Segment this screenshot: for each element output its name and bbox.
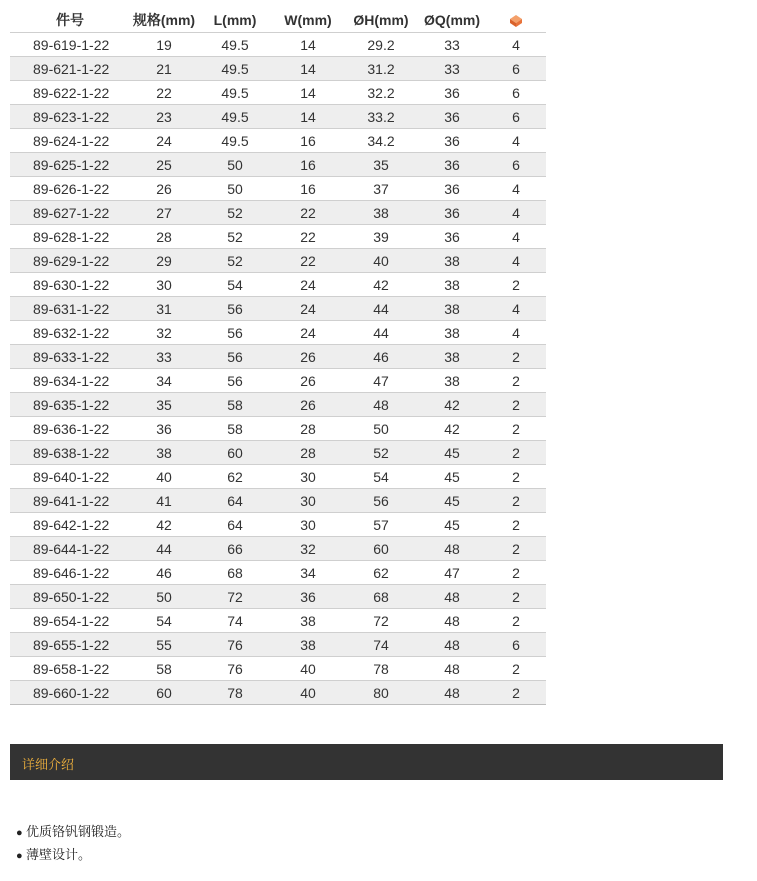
cell-width: 16 [272,153,344,177]
cell-part-no: 89-636-1-22 [10,417,130,441]
cell-width: 38 [272,633,344,657]
cell-diameter-q: 36 [418,177,486,201]
cell-part-no: 89-626-1-22 [10,177,130,201]
cell-size: 30 [130,273,198,297]
cell-diameter-h: 33.2 [344,105,418,129]
table-row [10,537,546,561]
cell-size: 28 [130,225,198,249]
cell-pack-qty: 2 [486,609,546,633]
bullet-icon: ● [16,850,23,862]
cell-pack-qty: 2 [486,417,546,441]
cell-diameter-h: 40 [344,249,418,273]
cell-length: 56 [198,345,272,369]
cell-length: 76 [198,657,272,681]
header-part-no: 件号 [10,8,130,33]
cell-width: 26 [272,345,344,369]
cell-length: 58 [198,393,272,417]
cell-width: 24 [272,297,344,321]
table-row [10,105,546,129]
bullet-icon: ● [16,827,23,839]
cell-diameter-q: 48 [418,633,486,657]
table-row [10,441,546,465]
cell-part-no: 89-658-1-22 [10,657,130,681]
cell-width: 16 [272,129,344,153]
table-row [10,249,546,273]
cell-part-no: 89-621-1-22 [10,57,130,81]
cell-diameter-h: 50 [344,417,418,441]
cell-diameter-h: 32.2 [344,81,418,105]
cell-part-no: 89-655-1-22 [10,633,130,657]
cell-width: 14 [272,105,344,129]
table-row [10,201,546,225]
table-row [10,489,546,513]
cell-size: 26 [130,177,198,201]
cell-width: 14 [272,57,344,81]
cell-diameter-q: 45 [418,441,486,465]
cell-length: 49.5 [198,105,272,129]
cell-pack-qty: 4 [486,321,546,345]
table-row [10,585,546,609]
cell-width: 26 [272,369,344,393]
cell-diameter-h: 56 [344,489,418,513]
details-section-bar [10,744,723,780]
cell-size: 32 [130,321,198,345]
feature-text: 优质铬钒钢锻造。 [26,824,131,839]
cell-pack-qty: 6 [486,57,546,81]
cell-diameter-q: 38 [418,321,486,345]
cell-diameter-q: 36 [418,201,486,225]
cell-diameter-h: 29.2 [344,33,418,57]
feature-item [16,820,130,843]
cell-size: 50 [130,585,198,609]
cell-size: 19 [130,33,198,57]
cell-diameter-q: 38 [418,369,486,393]
cell-pack-qty: 2 [486,489,546,513]
cell-diameter-h: 68 [344,585,418,609]
cell-width: 14 [272,33,344,57]
cell-part-no: 89-660-1-22 [10,681,130,705]
cell-pack-qty: 4 [486,177,546,201]
cell-length: 74 [198,609,272,633]
cell-length: 68 [198,561,272,585]
header-size: 规格(mm) [130,8,198,33]
feature-list [16,820,130,866]
cell-pack-qty: 4 [486,33,546,57]
cell-diameter-q: 36 [418,105,486,129]
spec-table [10,8,546,705]
cell-size: 22 [130,81,198,105]
table-row [10,561,546,585]
cell-length: 64 [198,489,272,513]
cell-part-no: 89-640-1-22 [10,465,130,489]
cell-part-no: 89-629-1-22 [10,249,130,273]
cell-width: 16 [272,177,344,201]
cell-size: 41 [130,489,198,513]
table-row [10,33,546,57]
cell-length: 52 [198,249,272,273]
table-row [10,57,546,81]
cell-length: 72 [198,585,272,609]
cell-diameter-h: 42 [344,273,418,297]
table-row [10,369,546,393]
cell-width: 40 [272,657,344,681]
cell-diameter-h: 44 [344,297,418,321]
cell-size: 58 [130,657,198,681]
cell-part-no: 89-628-1-22 [10,225,130,249]
header-width: W(mm) [272,8,344,33]
cell-part-no: 89-641-1-22 [10,489,130,513]
cell-length: 49.5 [198,57,272,81]
cell-part-no: 89-654-1-22 [10,609,130,633]
cell-length: 52 [198,225,272,249]
table-row [10,225,546,249]
cell-width: 30 [272,465,344,489]
cell-pack-qty: 2 [486,657,546,681]
cell-part-no: 89-627-1-22 [10,201,130,225]
cell-part-no: 89-638-1-22 [10,441,130,465]
cell-pack-qty: 6 [486,633,546,657]
cell-diameter-q: 36 [418,129,486,153]
cell-size: 38 [130,441,198,465]
cell-length: 49.5 [198,33,272,57]
cell-diameter-h: 35 [344,153,418,177]
table-row [10,417,546,441]
cell-diameter-q: 45 [418,513,486,537]
cell-diameter-q: 48 [418,609,486,633]
cell-width: 38 [272,609,344,633]
cell-width: 30 [272,513,344,537]
feature-item [16,843,130,866]
cell-size: 54 [130,609,198,633]
package-box-icon [509,14,523,28]
table-row [10,657,546,681]
cell-width: 32 [272,537,344,561]
cell-pack-qty: 2 [486,465,546,489]
cell-pack-qty: 2 [486,537,546,561]
cell-part-no: 89-622-1-22 [10,81,130,105]
cell-length: 56 [198,297,272,321]
cell-length: 50 [198,153,272,177]
cell-width: 22 [272,225,344,249]
feature-text: 薄壁设计。 [26,847,92,862]
table-row [10,513,546,537]
cell-part-no: 89-619-1-22 [10,33,130,57]
cell-diameter-h: 37 [344,177,418,201]
cell-diameter-h: 72 [344,609,418,633]
header-diameter-q: ØQ(mm) [418,8,486,33]
cell-part-no: 89-650-1-22 [10,585,130,609]
cell-pack-qty: 6 [486,81,546,105]
cell-diameter-h: 60 [344,537,418,561]
cell-part-no: 89-632-1-22 [10,321,130,345]
cell-size: 29 [130,249,198,273]
cell-diameter-h: 62 [344,561,418,585]
cell-pack-qty: 2 [486,585,546,609]
table-header-row [10,8,546,33]
cell-width: 24 [272,273,344,297]
cell-pack-qty: 4 [486,129,546,153]
table-row [10,177,546,201]
cell-diameter-h: 44 [344,321,418,345]
cell-size: 46 [130,561,198,585]
cell-size: 35 [130,393,198,417]
cell-length: 56 [198,369,272,393]
cell-size: 55 [130,633,198,657]
table-row [10,345,546,369]
cell-size: 31 [130,297,198,321]
cell-pack-qty: 2 [486,681,546,705]
cell-part-no: 89-646-1-22 [10,561,130,585]
cell-part-no: 89-644-1-22 [10,537,130,561]
cell-diameter-q: 42 [418,417,486,441]
cell-part-no: 89-623-1-22 [10,105,130,129]
cell-diameter-q: 36 [418,81,486,105]
header-diameter-h: ØH(mm) [344,8,418,33]
cell-length: 78 [198,681,272,705]
table-row [10,273,546,297]
cell-diameter-h: 47 [344,369,418,393]
table-row [10,321,546,345]
table-row [10,129,546,153]
cell-part-no: 89-624-1-22 [10,129,130,153]
cell-size: 25 [130,153,198,177]
cell-diameter-q: 38 [418,273,486,297]
cell-length: 54 [198,273,272,297]
cell-length: 52 [198,201,272,225]
cell-diameter-h: 52 [344,441,418,465]
cell-length: 62 [198,465,272,489]
cell-size: 40 [130,465,198,489]
cell-size: 44 [130,537,198,561]
cell-diameter-h: 38 [344,201,418,225]
cell-diameter-q: 38 [418,345,486,369]
cell-diameter-q: 47 [418,561,486,585]
cell-diameter-q: 48 [418,585,486,609]
cell-size: 24 [130,129,198,153]
cell-part-no: 89-631-1-22 [10,297,130,321]
cell-length: 64 [198,513,272,537]
cell-part-no: 89-625-1-22 [10,153,130,177]
cell-diameter-h: 46 [344,345,418,369]
cell-width: 22 [272,249,344,273]
cell-width: 30 [272,489,344,513]
cell-diameter-q: 36 [418,225,486,249]
table-row [10,297,546,321]
cell-diameter-q: 42 [418,393,486,417]
cell-diameter-h: 31.2 [344,57,418,81]
cell-length: 49.5 [198,81,272,105]
cell-length: 50 [198,177,272,201]
details-section-title: 详细介绍 [22,757,75,772]
cell-length: 60 [198,441,272,465]
cell-width: 28 [272,441,344,465]
cell-length: 66 [198,537,272,561]
cell-size: 36 [130,417,198,441]
cell-diameter-q: 33 [418,57,486,81]
cell-diameter-q: 38 [418,249,486,273]
table-row [10,81,546,105]
cell-diameter-q: 36 [418,153,486,177]
cell-diameter-h: 57 [344,513,418,537]
cell-diameter-q: 33 [418,33,486,57]
cell-length: 76 [198,633,272,657]
cell-diameter-h: 39 [344,225,418,249]
cell-pack-qty: 6 [486,153,546,177]
cell-width: 24 [272,321,344,345]
cell-diameter-q: 45 [418,489,486,513]
cell-width: 40 [272,681,344,705]
table-row [10,153,546,177]
cell-size: 33 [130,345,198,369]
table-row [10,393,546,417]
cell-pack-qty: 2 [486,441,546,465]
cell-diameter-q: 48 [418,657,486,681]
cell-diameter-q: 38 [418,297,486,321]
cell-diameter-q: 48 [418,681,486,705]
cell-pack-qty: 4 [486,297,546,321]
cell-size: 21 [130,57,198,81]
cell-length: 58 [198,417,272,441]
cell-pack-qty: 2 [486,561,546,585]
cell-size: 27 [130,201,198,225]
cell-pack-qty: 2 [486,345,546,369]
cell-diameter-q: 45 [418,465,486,489]
cell-width: 14 [272,81,344,105]
cell-pack-qty: 2 [486,273,546,297]
cell-width: 36 [272,585,344,609]
cell-length: 49.5 [198,129,272,153]
cell-pack-qty: 2 [486,513,546,537]
cell-diameter-h: 78 [344,657,418,681]
cell-diameter-q: 48 [418,537,486,561]
cell-size: 42 [130,513,198,537]
cell-pack-qty: 4 [486,225,546,249]
cell-width: 28 [272,417,344,441]
cell-pack-qty: 4 [486,249,546,273]
cell-part-no: 89-642-1-22 [10,513,130,537]
cell-length: 56 [198,321,272,345]
cell-size: 23 [130,105,198,129]
table-row [10,633,546,657]
cell-width: 34 [272,561,344,585]
cell-pack-qty: 4 [486,201,546,225]
cell-diameter-h: 80 [344,681,418,705]
cell-part-no: 89-630-1-22 [10,273,130,297]
cell-diameter-h: 48 [344,393,418,417]
table-row [10,609,546,633]
table-row [10,465,546,489]
cell-part-no: 89-635-1-22 [10,393,130,417]
cell-diameter-h: 54 [344,465,418,489]
header-length: L(mm) [198,8,272,33]
cell-part-no: 89-633-1-22 [10,345,130,369]
cell-pack-qty: 2 [486,369,546,393]
cell-width: 26 [272,393,344,417]
cell-pack-qty: 6 [486,105,546,129]
cell-width: 22 [272,201,344,225]
cell-diameter-h: 34.2 [344,129,418,153]
cell-size: 60 [130,681,198,705]
cell-diameter-h: 74 [344,633,418,657]
table-row [10,681,546,705]
cell-pack-qty: 2 [486,393,546,417]
header-pack-qty [486,8,546,33]
cell-size: 34 [130,369,198,393]
cell-part-no: 89-634-1-22 [10,369,130,393]
